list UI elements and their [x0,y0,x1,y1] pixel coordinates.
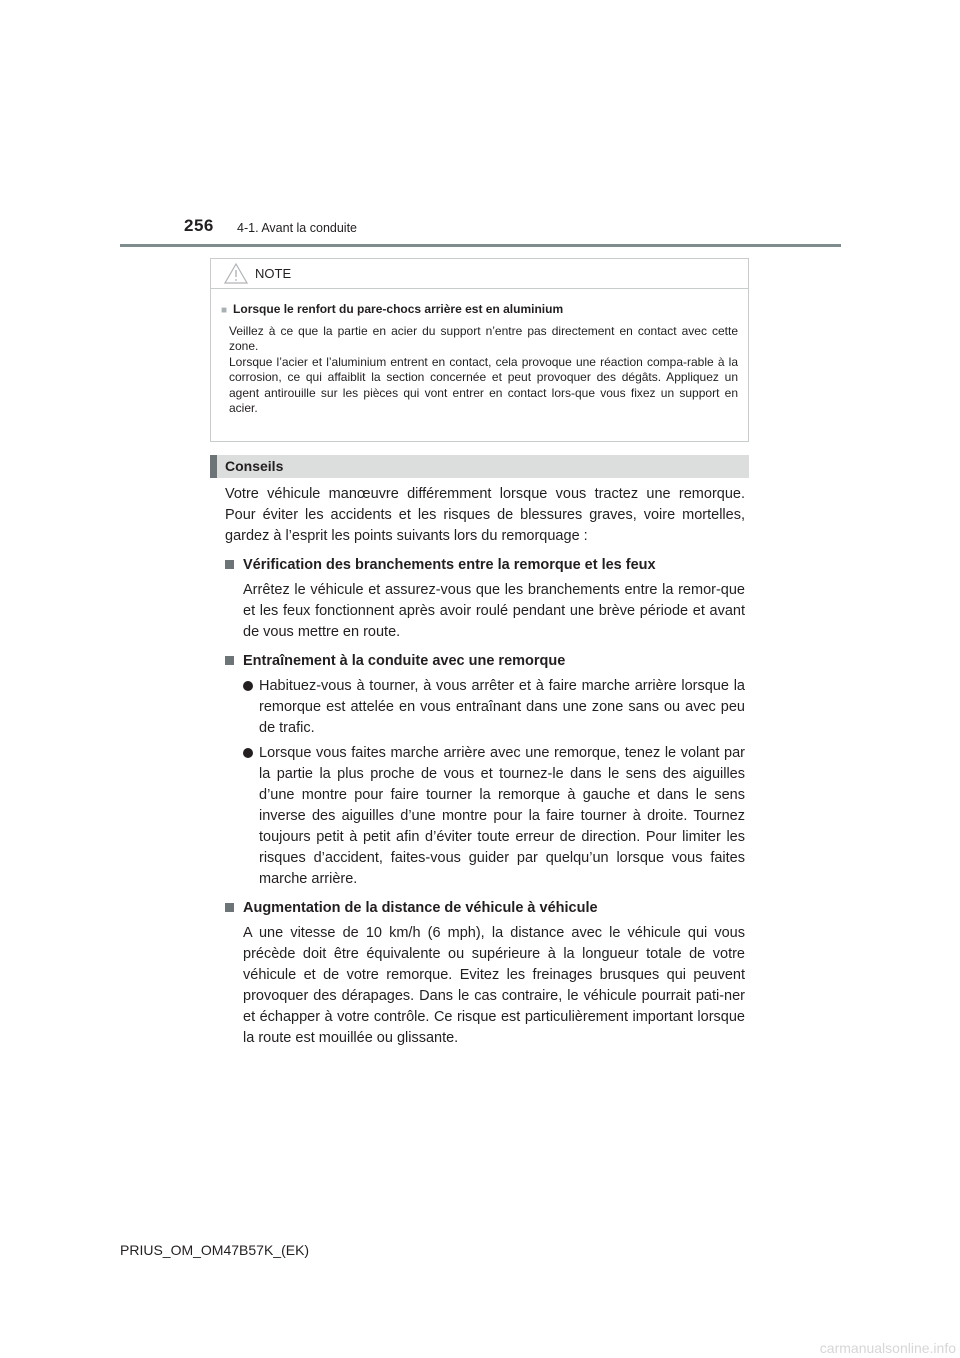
note-text-2: Lorsque l’acier et l’aluminium entrent en contact, cela provoque une réaction compa-rable à la corrosion, ce qui affaiblit la section concernée et peut provoquer des dégâts. Appliquez un agent antirouille sur les pièces qui vont entrer en contact lors-que vous fixez un support en acier. [229,354,738,415]
note-body [211,289,748,417]
header-rule [120,244,841,247]
conseils-heading-bar [210,455,749,478]
note-title: NOTE [255,266,292,281]
round-bullet-icon [243,748,253,758]
round-bullet-icon [243,681,253,691]
conseils-accent [210,455,217,478]
list-item: Habituez-vous à tourner, à vous arrêter et à faire marche arrière lorsque la remorque est attelée en vous entraînant dans une zone sans ou avec peu de trafic. [243,676,745,739]
section-heading: Entraînement à la conduite avec une remorque [225,651,745,672]
note-box [210,258,749,442]
square-bullet-icon [225,656,234,665]
watermark [640,1338,960,1358]
note-text-1: Veillez à ce que la partie en acier du support n’entre pas directement en contact avec cette zone. [229,323,738,353]
note-subheading: ■ Lorsque le renfort du pare-chocs arrière est en aluminium [221,302,564,316]
conseils-title: Conseils [225,458,284,474]
section-heading: Augmentation de la distance de véhicule à véhicule [225,898,745,919]
section-label: 4-1. Avant la conduite [237,221,357,235]
square-bullet-icon [225,903,234,912]
note-header [211,259,748,289]
list-item: Lorsque vous faites marche arrière avec une remorque, tenez le volant par la partie la plus proche de vous et tournez-le dans le sens des aiguilles d’une montre pour faire tourner la remorque à gauche et dans le sens inverse des aiguilles d’une montre pour la faire tourner à droite. Tournez toujours petit à petit afin d’éviter toute erreur de direction. Pour limiter les risques d’accident, faites-vous guider par quelqu’un lorsque vous faites marche arrière. [243,743,745,890]
conseils-intro: Votre véhicule manœuvre différemment lorsque vous tractez une remorque. Pour éviter les accidents et les risques de blessures graves, voire mortelles, gardez à l’esprit les points suivants lors du remorquage : [225,486,745,544]
section-text: A une vitesse de 10 km/h (6 mph), la distance avec le véhicule qui vous précède doit être équivalente ou supérieure à la longueur totale de votre véhicule et de votre remorque. Evitez les freinages brusques qui peuvent provoquer des dérapages. Dans le cas contraire, le véhicule pourrait pati-ner et échapper à votre contrôle. Ce risque est particulièrement important lorsque la route est mouillée ou glissante. [243,925,745,1046]
section-heading: Vérification des branchements entre la remorque et les feux [225,555,745,576]
page-number: 256 [184,216,214,235]
square-bullet-icon: ■ [221,305,228,316]
conseils-content [225,484,745,1049]
warning-triangle-icon [224,263,248,284]
footer-code: PRIUS_OM_OM47B57K_(EK) [120,1242,310,1258]
watermark-text: carmanualsonline.info [819,1340,956,1356]
square-bullet-icon [225,560,234,569]
section-text: Arrêtez le véhicule et assurez-vous que les branchements entre la remor-que et les feux fonctionnent après avoir roulé pendant une brève période et avant de vous mettre en route. [243,582,745,640]
